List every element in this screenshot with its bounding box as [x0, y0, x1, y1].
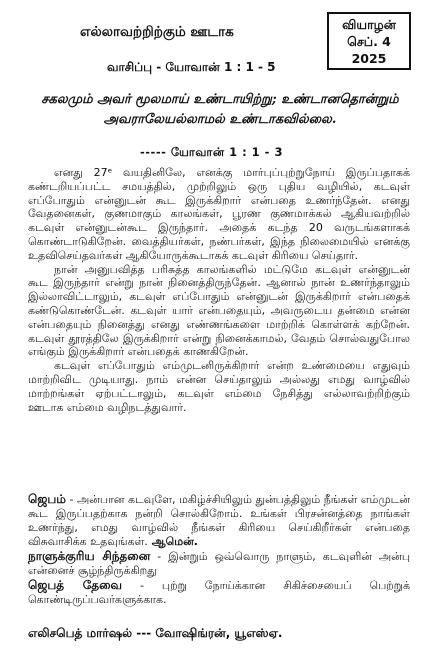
prayer-section	[28, 492, 410, 607]
date-year: 2025	[351, 51, 387, 66]
key-verse: சகலமும் அவர் மூலமாய் உண்டாயிற்று; உண்டானதொன்றும் அவராலேயல்லாமல் உண்டாகவில்லை.	[41, 92, 399, 127]
devotion-title: எல்லாவற்றிற்கும் ஊடாக	[80, 24, 234, 40]
prayer-text: - அன்பான கடவுளே, மகிழ்ச்சியிலும் துன்பத்திலும் நீங்கள் எம்முடன் கூட இருப்பதற்காக நன்றி சொல்கிறோம். உங்கள் பிரசன்னத்தை நாங்கள் உணர்ந்து, எமது வாழ்வில் நீங்கள் கிரியை செய்கிறீர்கள் என்பதை விசுவாசிக்க உதவுங்கள்.	[28, 493, 410, 548]
prayer-need-text: - புற்று நோய்க்கான சிகிச்சையைப் பெற்றுக் கொண்டிருப்பவர்களுக்காக.	[28, 579, 410, 606]
prayer-need-label: ஜெபத் தேவை	[28, 578, 122, 592]
prayer-amen: ஆமென்.	[147, 535, 198, 548]
prayer-need-paragraph	[28, 578, 410, 607]
prayer-paragraph	[28, 492, 410, 549]
thought-label: நாளுக்குரிய சிந்தனை	[28, 549, 151, 563]
date-month-day: செப். 4	[347, 34, 391, 49]
body-paragraph-1: எனது 27ᵉ வயதினிலே, எனக்கு மார்புப்புற்றுநோய் இருப்பதாகக் கண்டறியப்பட்ட சமயத்தில், முற்றிலும் ஒரு புதிய வழியில், கடவுள் எப்போதும் என்னுடன் கூட இருக்கிறார் என்பதை உணர்ந்தேன். எனது வேதனைகள், குணமாகும் காலங்கள், பூரண குணமாக்கல் ஆகியவற்றில் கடவுள் என்னுடன்கூட இருந்தார். அதைக் கடந்த 20 வருடங்களாகக் கொண்டாடுகிறேன். வைத்தியர்கள், நண்பர்கள், இந்த நிலைமையில் எனக்கு உதவிசெய்தவர்கள் ஆகியோருக்கூடாகக் கடவுள் கிரியை செய்தார்.	[28, 166, 410, 262]
author-line: எலிசபெத் மார்ஷல் --- வோஷிங்ரன், யூஎஸ்ஏ.	[28, 626, 283, 640]
body-paragraph-3: கடவுள் எப்போதும் எம்முடனிருக்கிறார் என்ற உண்மையை எதுவும் மாற்றிவிட முடியாது. நாம் என்ன செய்தாலும் அல்லது எமது வாழ்வில் மாற்றங்கள் ஏற்பட்டாலும், கடவுள் எம்மை நேசித்து எல்லாவற்றிற்கும் ஊடாக எம்மை வழிநடத்துவார்.	[28, 359, 410, 414]
prayer-label: ஜெபம்	[28, 492, 66, 506]
date-box	[327, 12, 411, 70]
key-verse-reference: ----- யோவான் 1 : 1 - 3	[140, 145, 283, 159]
reading-reference: வாசிப்பு - யோவான் 1 : 1 - 5	[107, 60, 276, 74]
devotion-body	[28, 166, 410, 414]
body-paragraph-2: நான் அனுபவித்த பரிசுத்த காலங்களில் மட்டுமே கடவுள் என்னுடன் கூட இருந்தார் என்று நான் நினைத்திருந்தேன். ஆனால் நான் உணர்ந்தாலும் இல்லாவிட்டாலும், கடவுள் எப்போதும் என்னுடன் இருக்கிறார் என்பதைக் கண்டுகொண்டேன். கடவுள் யார் என்பதையும், அவருடைய தன்மை என்ன என்பதையும் நினைத்து எனது எண்ணங்களை மாற்றிக் கொள்ளக் கற்றேன். கடவுள் தூரத்திலே இருக்கிறார் என்று நினைக்காமல், வேதம் சொல்வதுபோல எங்கும் இருக்கிறார் என்பதைக் காணகிறேன்.	[28, 262, 410, 359]
date-weekday: வியாழன்	[342, 17, 396, 32]
thought-paragraph	[28, 549, 410, 578]
thought-text: - இன்றும் ஒவ்வொரு நாளும், கடவுளின் அன்பு என்னைச் சூழ்ந்திருக்கிறது	[28, 550, 411, 577]
